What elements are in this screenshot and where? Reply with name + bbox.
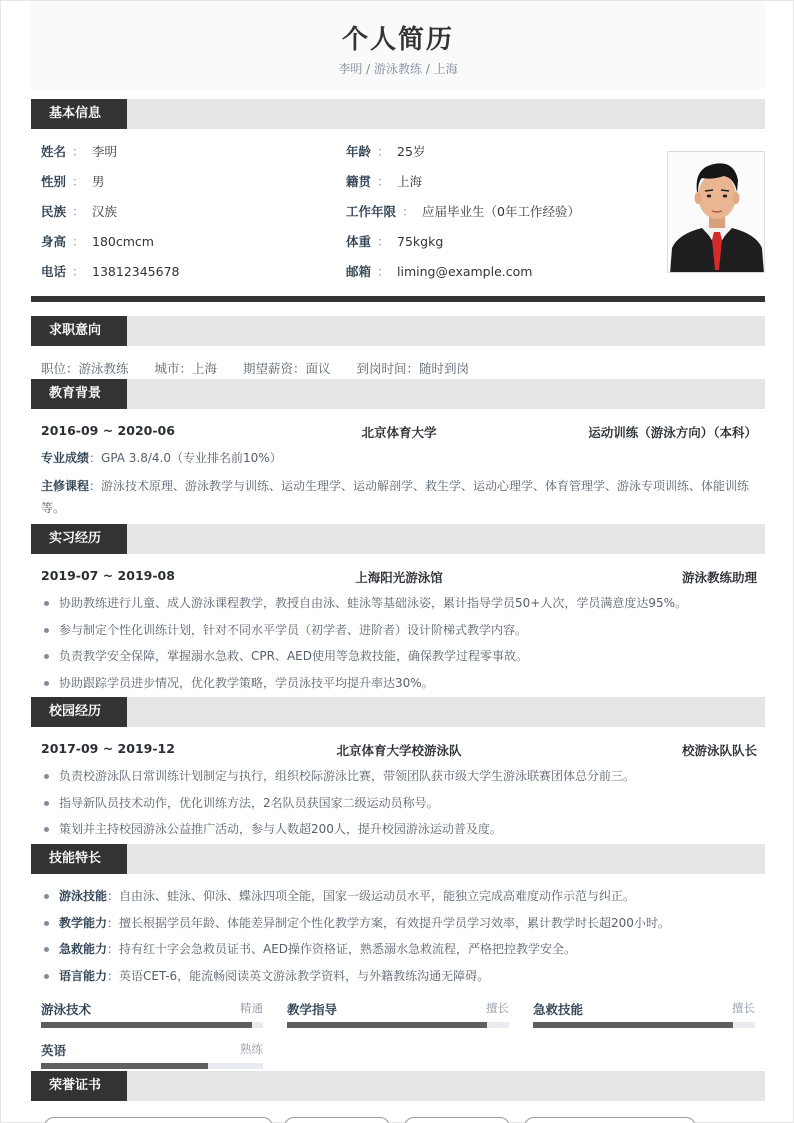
list-item (41, 938, 757, 965)
skill-text: ：持有红十字会急救员证书、AED操作资格证，熟悉溺水急救流程，严格把控教学安全。 (107, 942, 577, 956)
section-title: 校园经历 (31, 697, 127, 727)
courses-value: ：游泳技术原理、游泳教学与训练、运动生理学、运动解剖学、救生学、运动心理学、体育管理学、游泳专项训练、体能训练等。 (41, 479, 750, 515)
campus-role: 校游泳队队长 (681, 743, 757, 758)
honor-tag (404, 1117, 510, 1123)
intent-position: 职位：游泳教练 (41, 361, 129, 376)
honor-tag (44, 1117, 273, 1123)
info-label: 性别 (41, 174, 67, 189)
skill-key: 游泳技能 (59, 889, 108, 903)
list-item: 协助跟踪学员进步情况，优化教学策略，学员泳技平均提升率达30%。 (41, 672, 757, 699)
progress-track (41, 1063, 263, 1069)
skill-name: 急救技能 (533, 1002, 584, 1017)
info-phone (41, 263, 180, 281)
info-label: 年龄 (346, 144, 372, 159)
skill-level: 精通 (240, 1001, 263, 1015)
colon: ： (377, 264, 390, 279)
honor-tag (524, 1117, 696, 1123)
info-hometown (346, 173, 422, 191)
section-header-internship (31, 524, 765, 554)
skill-name: 英语 (41, 1043, 67, 1058)
progress-track (287, 1022, 509, 1028)
skill-text: ：擅长根据学员年龄、体能差异制定个性化教学方案，有效提升学员学习效率，累计教学时长超200小时。 (107, 915, 670, 930)
list-item: 协助教练进行儿童、成人游泳课程教学，教授自由泳、蛙泳等基础泳姿，累计指导学员50+人次，学员满意度达95%。 (41, 592, 757, 619)
resume-page (31, 1, 765, 1093)
intent-salary: 期望薪资：面议 (243, 361, 331, 376)
campus-entry-header (41, 741, 757, 761)
info-weight (346, 233, 443, 251)
section-header-campus (31, 697, 765, 727)
info-label: 邮箱 (346, 264, 372, 279)
list-item (41, 885, 757, 912)
info-gender (41, 173, 105, 191)
info-label: 姓名 (41, 144, 67, 159)
list-item (41, 965, 757, 992)
info-value: 13812345678 (92, 264, 180, 279)
skill-key: 语言能力 (59, 968, 108, 983)
skill-level: 擅长 (486, 1001, 509, 1015)
info-label: 电话 (41, 264, 67, 279)
info-name (41, 143, 117, 161)
progress-fill (41, 1022, 252, 1028)
info-value: 180cmcm (92, 234, 154, 249)
info-email (346, 263, 532, 281)
section-header-job-intent (31, 316, 765, 346)
info-label: 身高 (41, 234, 67, 249)
education-school: 北京体育大学 (361, 425, 437, 440)
campus-org: 北京体育大学校游泳队 (336, 743, 462, 758)
internship-period: 2019-07 ~ 2019-08 (41, 568, 175, 583)
info-label: 民族 (41, 204, 67, 219)
info-value: 25岁 (397, 144, 426, 159)
skill-text: ：英语CET-6，能流畅阅读英文游泳教学资料，与外籍教练沟通无障碍。 (107, 968, 490, 983)
internship-entry-header (41, 568, 757, 588)
info-value: 75kgkg (397, 234, 444, 249)
info-ethnicity (41, 203, 117, 221)
info-work-years (346, 203, 580, 221)
list-item: 参与制定个性化训练计划，针对不同水平学员（初学者、进阶者）设计阶梯式教学内容。 (41, 619, 757, 646)
section-header-basic-info (31, 99, 765, 129)
resume-header (31, 1, 765, 89)
colon: ： (377, 234, 390, 249)
skill-bar-first-aid (533, 1000, 755, 1034)
divider-rule (31, 296, 765, 302)
section-header-honors (31, 1071, 765, 1101)
intent-city: 城市：上海 (154, 361, 218, 376)
colon: ： (72, 174, 85, 189)
gpa-value: ：GPA 3.8/4.0（专业排名前10%） (89, 451, 282, 465)
campus-bullets (41, 765, 757, 845)
section-title: 基本信息 (31, 99, 127, 129)
skill-bar-english (41, 1041, 263, 1075)
colon: ： (402, 204, 415, 219)
campus-period: 2017-09 ~ 2019-12 (41, 741, 175, 756)
progress-track (41, 1022, 263, 1028)
education-major: 运动训练（游泳方向）（本科） (588, 425, 757, 440)
skill-text: ：自由泳、蛙泳、仰泳、蝶泳四项全能，国家一级运动员水平，能独立完成高难度动作示范与纠正。 (107, 889, 636, 903)
intent-availability: 到岗时间：随时到岗 (356, 361, 470, 376)
progress-fill (533, 1022, 733, 1028)
info-value: 男 (92, 174, 105, 189)
colon: ： (72, 204, 85, 219)
skill-key: 急救能力 (59, 942, 108, 956)
list-item: 负责校游泳队日常训练计划制定与执行，组织校际游泳比赛，带领团队获市级大学生游泳联赛团体总分前三。 (41, 765, 757, 792)
info-age (346, 143, 425, 161)
info-value: 汉族 (92, 204, 118, 219)
section-title: 求职意向 (31, 316, 127, 346)
info-value: 李明 (92, 144, 118, 159)
colon: ： (377, 144, 390, 159)
info-label: 工作年限 (346, 204, 397, 219)
page-subtitle: 李明 / 游泳教练 / 上海 (338, 62, 458, 76)
colon: ： (72, 264, 85, 279)
section-header-skills (31, 844, 765, 874)
colon: ： (72, 144, 85, 159)
internship-role: 游泳教练助理 (681, 570, 757, 585)
courses-label: 主修课程 (41, 479, 90, 493)
internship-org: 上海阳光游泳馆 (355, 570, 443, 585)
education-gpa (41, 447, 757, 469)
education-courses (41, 475, 757, 519)
education-period: 2016-09 ~ 2020-06 (41, 423, 175, 438)
list-item: 指导新队员技术动作，优化训练方法，2名队员获国家二级运动员称号。 (41, 792, 757, 819)
skill-name: 游泳技术 (41, 1002, 92, 1017)
section-title: 教育背景 (31, 379, 127, 409)
info-value: 上海 (397, 174, 423, 189)
skill-bar-teaching (287, 1000, 509, 1034)
education-entry-header (41, 423, 757, 443)
progress-fill (287, 1022, 487, 1028)
skill-name: 教学指导 (287, 1002, 338, 1017)
section-header-education (31, 379, 765, 409)
profile-photo (667, 151, 765, 273)
colon: ： (72, 234, 85, 249)
section-title: 荣誉证书 (31, 1071, 127, 1101)
info-label: 籍贯 (346, 174, 372, 189)
skill-key: 教学能力 (59, 915, 108, 930)
honor-tag (284, 1117, 390, 1123)
section-title: 实习经历 (31, 524, 127, 554)
info-value: 应届毕业生（0年工作经验） (422, 204, 580, 219)
list-item: 策划并主持校园游泳公益推广活动，参与人数超200人，提升校园游泳运动普及度。 (41, 818, 757, 845)
colon: ： (377, 174, 390, 189)
info-label: 体重 (346, 234, 372, 249)
internship-bullets (41, 592, 757, 698)
progress-fill (41, 1063, 208, 1069)
section-title: 技能特长 (31, 844, 127, 874)
page-title: 个人简历 (341, 25, 454, 55)
list-item: 负责教学安全保障，掌握溺水急救、CPR、AED使用等急救技能，确保教学过程零事故。 (41, 645, 757, 672)
skill-bar-swimming (41, 1000, 263, 1034)
info-value: liming@example.com (397, 264, 533, 279)
job-intent-row (41, 359, 495, 377)
skill-level: 擅长 (732, 1001, 755, 1015)
skill-level: 熟练 (240, 1042, 263, 1056)
gpa-label: 专业成绩 (41, 451, 90, 465)
progress-track (533, 1022, 755, 1028)
list-item (41, 912, 757, 939)
info-height (41, 233, 154, 251)
skills-bullets (41, 885, 757, 991)
avatar-illustration-icon (668, 152, 765, 273)
